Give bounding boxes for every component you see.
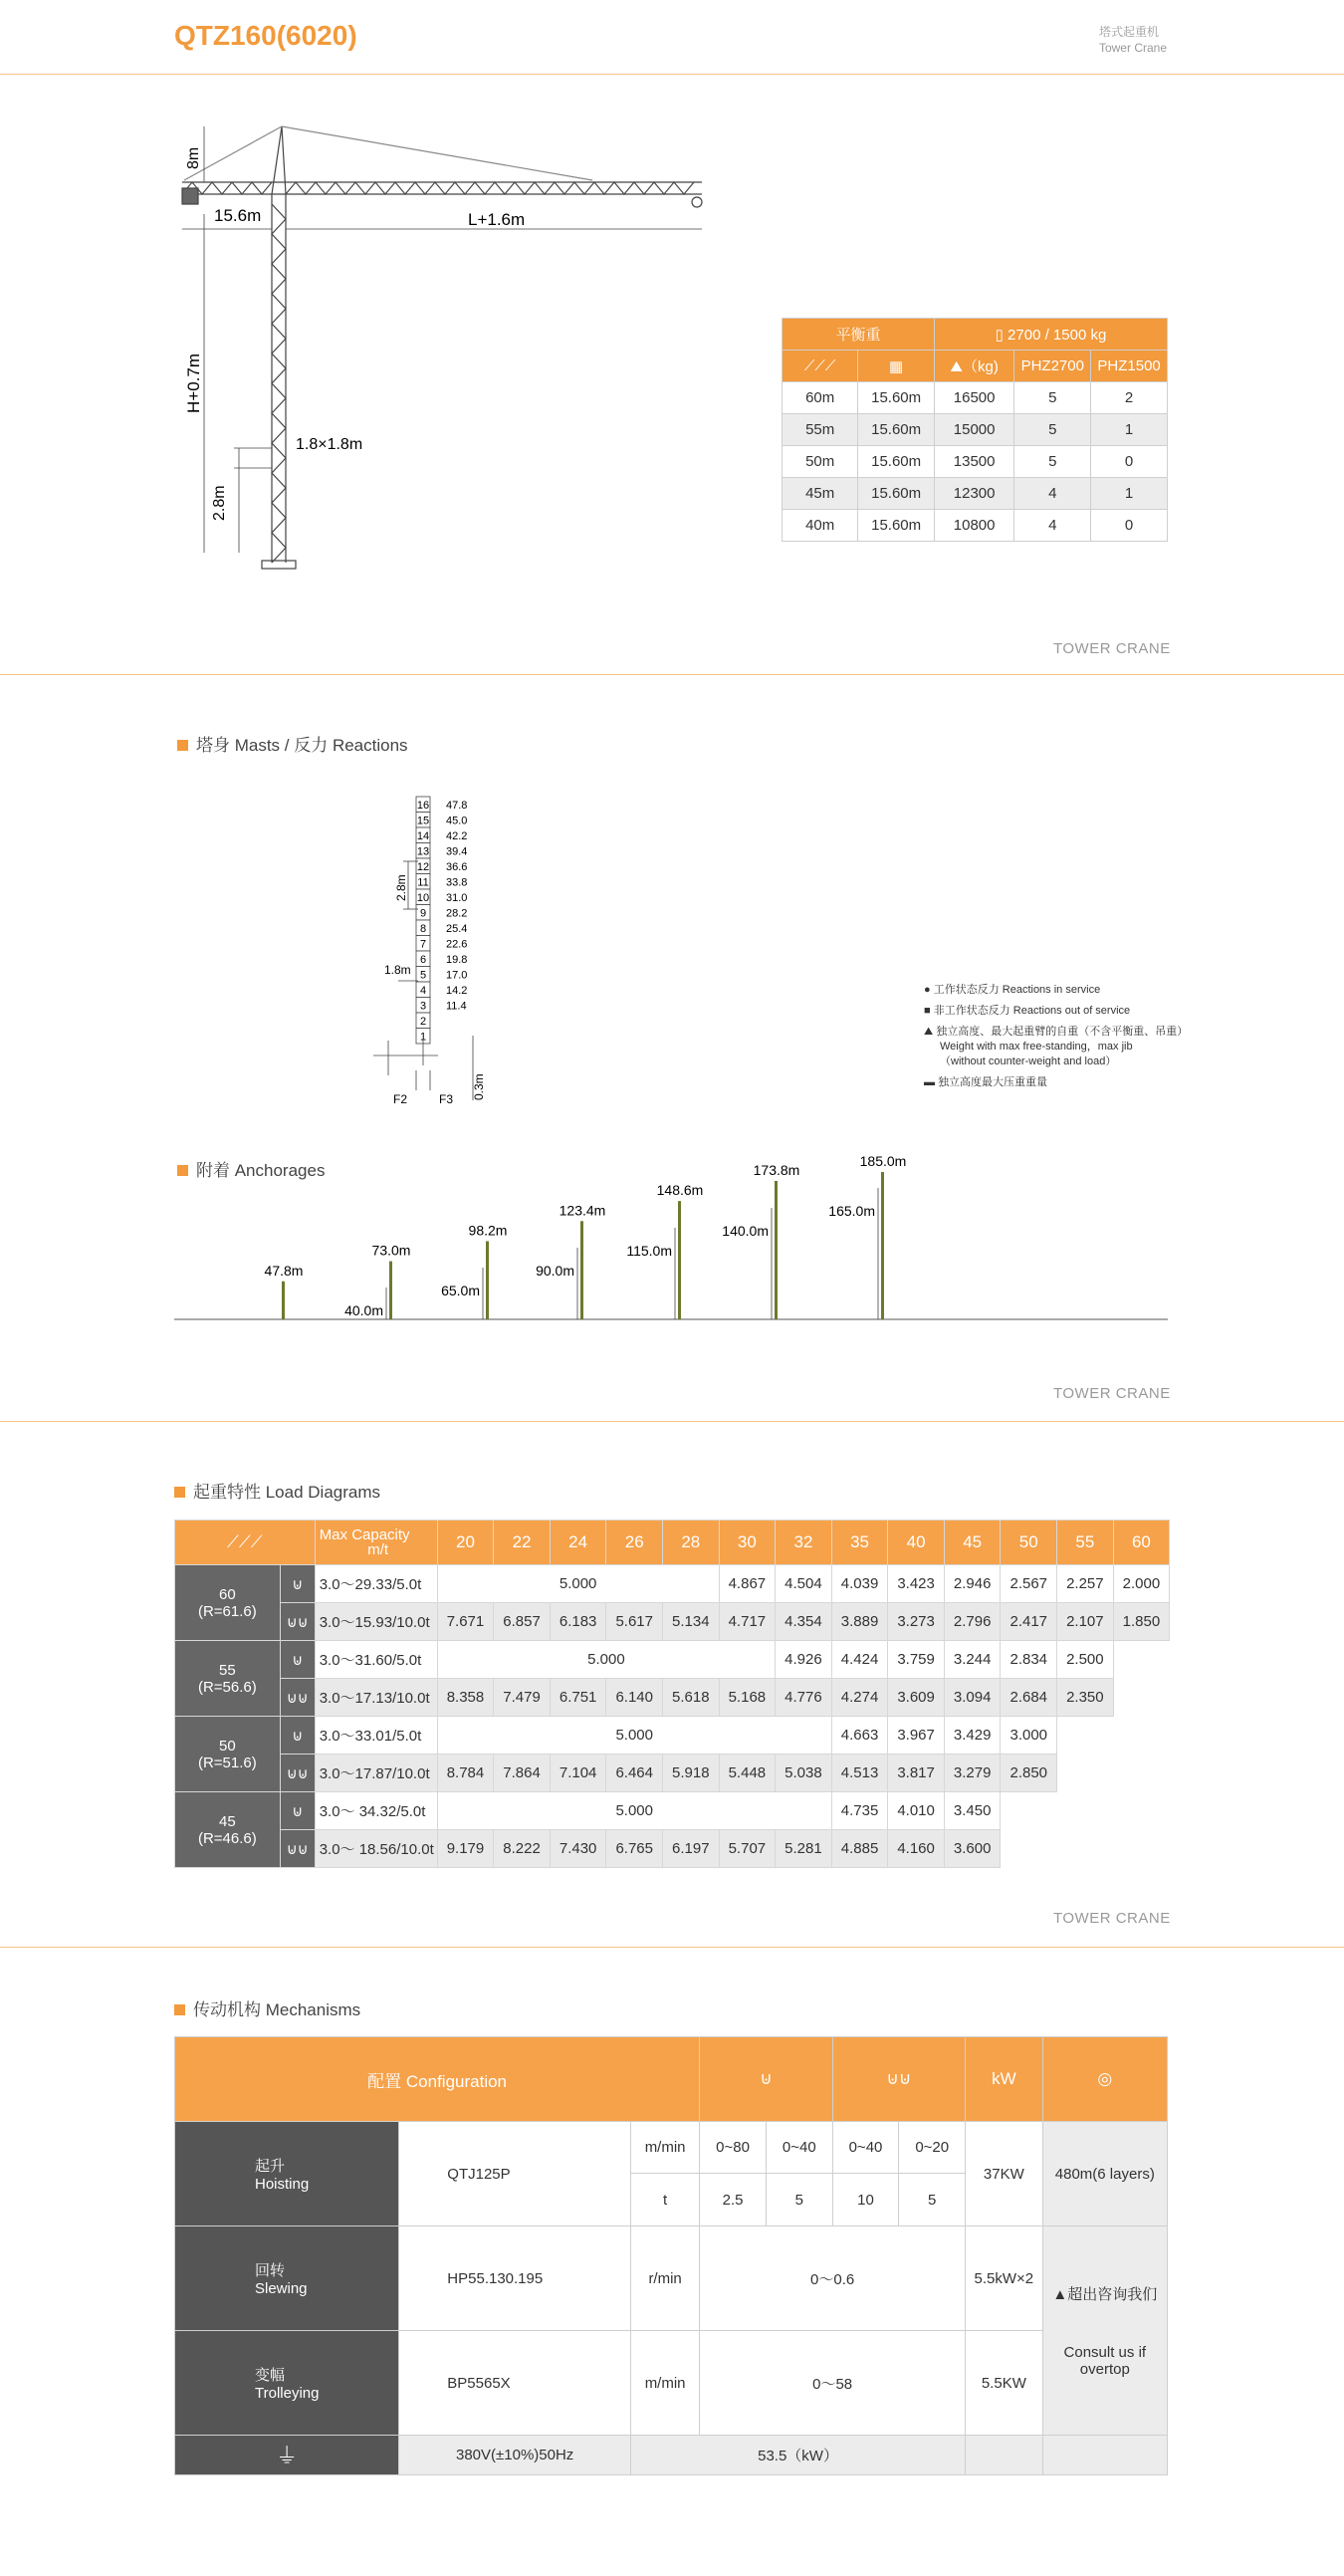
mast-section-number: 5 [419, 969, 427, 982]
anchorages-title: 附着 Anchorages [177, 1156, 325, 1181]
load-row: ⊍⊍ 3.0～ 18.56/10.0t 9.179 8.222 7.430 6.765 6.197 5.707 5.281 4.885 4.160 3.600 [175, 1830, 1171, 1868]
mast-height-label: 39.4 [446, 845, 468, 858]
hoist-row: t 2.5 5 10 5 [175, 2174, 1168, 2226]
mast-height-label: 36.6 [446, 861, 468, 873]
load-header-capacity: Max Capacity m/t [315, 1521, 437, 1565]
legend-weight-en-2: （without counter-weight and load） [940, 1055, 1117, 1067]
hoist-label: 起升 Hoisting [175, 2122, 399, 2226]
cw-header-1: 平衡重 [783, 319, 935, 351]
mast-height-label: 31.0 [446, 892, 468, 904]
radius-col: 40 [888, 1521, 945, 1565]
radius-col: 32 [776, 1521, 832, 1565]
anchorage-mast [881, 1172, 884, 1319]
load-table [174, 1520, 1171, 1868]
mast-dim-28: 2.8m [394, 874, 408, 901]
power-row: ⏚ 380V(±10%)50Hz 53.5（kW） [175, 2436, 1168, 2475]
load-jib-icon: ⟋⟋⟋ [175, 1521, 316, 1565]
anchorage-mast [580, 1221, 583, 1319]
mast-section-number: 7 [419, 938, 427, 951]
anchorage-diagram [174, 1155, 1170, 1324]
cw-row: 55m 15.60m 15000 5 1 [783, 414, 1168, 446]
rope-drum-icon: ◎ [1042, 2037, 1167, 2122]
section-bullet-icon [177, 740, 188, 751]
anchorage-top-label: 148.6m [656, 1182, 704, 1199]
counterweight-table [782, 318, 1168, 542]
anchorage-mast [678, 1201, 681, 1319]
mast-dim-03: 0.3m [472, 1073, 486, 1100]
anchorage-mast [775, 1181, 778, 1319]
anchorage-top-label: 173.8m [753, 1161, 800, 1178]
radius-col: 22 [494, 1521, 551, 1565]
double-hook-icon: ⊍⊍ [280, 1679, 315, 1717]
anchorage-mast [486, 1241, 489, 1319]
single-hook-icon: ⊍ [700, 2037, 832, 2122]
category-en: Tower Crane [1098, 41, 1167, 55]
mast-section-number: 13 [416, 845, 430, 858]
cw-phz1500-col: PHZ1500 [1091, 351, 1168, 382]
anchorage-base-label: 90.0m [536, 1263, 574, 1279]
header-category [1099, 24, 1167, 56]
section-bullet-icon [174, 1487, 185, 1498]
dim-jib-height: 8m [185, 146, 202, 169]
radius-col: 24 [550, 1521, 606, 1565]
counter-jib-icon: ▦ [858, 351, 935, 382]
dim-jib: L+1.6m [468, 210, 526, 229]
jib-icon: ⟋⟋⟋ [783, 351, 858, 382]
section-footer: TOWER CRANE [1053, 640, 1171, 657]
anchorage-top-label: 47.8m [264, 1262, 304, 1279]
mast-section-number: 6 [419, 954, 427, 966]
mast-height-label: 22.6 [446, 938, 468, 951]
radius-col: 50 [1001, 1521, 1057, 1565]
legend-weight: ⛰ 独立高度、最大起重臂的自重（不含平衡重、吊重） [924, 1026, 1189, 1038]
load-row: ⊍⊍ 3.0～15.93/10.0t 7.671 6.857 6.183 5.617 5.134 4.717 4.354 3.889 3.273 2.796 2.417 2.107 1.850 [175, 1603, 1171, 1641]
radius-col: 30 [719, 1521, 776, 1565]
mech-config-header: 配置 Configuration [175, 2037, 700, 2122]
radius-col: 45 [944, 1521, 1001, 1565]
mast-diagram [368, 792, 508, 1110]
mast-height-label: 25.4 [446, 923, 468, 935]
divider [0, 74, 1344, 75]
slew-row: 回转 Slewing HP55.130.195 r/min 0～0.6 5.5kW×2 ▲超出咨询我们 Consult us if overtop [175, 2226, 1168, 2331]
legend-out-service: ■ 非工作状态反力 Reactions out of service [924, 1005, 1131, 1017]
cw-row: 60m 15.60m 16500 5 2 [783, 382, 1168, 414]
masts-title: 塔身 Masts / 反力 Reactions [177, 731, 408, 756]
legend-weight-en: Weight with max free-standing，max jib [940, 1041, 1133, 1053]
load-row: 55 (R=56.6) ⊍ 3.0～31.60/5.0t 5.000 4.926 4.424 3.759 3.244 2.834 2.500 [175, 1641, 1171, 1679]
mast-section-number: 4 [419, 985, 427, 997]
anchorage-base-label: 40.0m [344, 1302, 383, 1318]
mast-section-number: 9 [419, 907, 427, 920]
jib-length: 50 (R=51.6) [175, 1717, 281, 1792]
mast-section-number: 8 [419, 923, 427, 935]
load-row: ⊍⊍ 3.0～17.13/10.0t 8.358 7.479 6.751 6.140 5.618 5.168 4.776 4.274 3.609 3.094 2.684 2.350 [175, 1679, 1171, 1717]
double-hook-icon: ⊍⊍ [280, 1755, 315, 1792]
slew-label: 回转 Slewing [175, 2226, 399, 2331]
anchorage-top-label: 185.0m [859, 1155, 907, 1169]
page-title: QTZ160(6020) [174, 20, 357, 51]
hoist-model: QTJ125P [399, 2122, 631, 2226]
mast-section-number: 12 [416, 861, 430, 873]
category-cn: 塔式起重机 [1098, 25, 1159, 39]
mast-height-label: 17.0 [446, 969, 468, 982]
divider [0, 1421, 1344, 1422]
anchorage-base-label: 165.0m [828, 1203, 875, 1219]
mast-f3: F3 [439, 1092, 454, 1106]
load-row: 45 (R=46.6) ⊍ 3.0～ 34.32/5.0t 5.000 4.735 4.010 3.450 [175, 1792, 1171, 1830]
divider [0, 674, 1344, 675]
dim-section-height: 2.8m [211, 485, 228, 521]
trolley-label: 变幅 Trolleying [175, 2331, 399, 2436]
mast-height-label: 14.2 [446, 985, 468, 997]
single-hook-icon: ⊍ [280, 1641, 315, 1679]
anchorage-mast [389, 1262, 392, 1319]
trolley-row: 变幅 Trolleying BP5565X m/min 0～58 5.5KW [175, 2331, 1168, 2436]
jib-length: 45 (R=46.6) [175, 1792, 281, 1868]
radius-col: 20 [437, 1521, 494, 1565]
double-hook-icon: ⊍⊍ [832, 2037, 965, 2122]
cw-row: 40m 15.60m 10800 4 0 [783, 510, 1168, 542]
radius-col: 60 [1113, 1521, 1170, 1565]
anchorage-top-label: 123.4m [559, 1202, 606, 1219]
radius-col: 28 [663, 1521, 720, 1565]
section-footer: TOWER CRANE [1053, 1910, 1171, 1927]
load-title: 起重特性 Load Diagrams [174, 1478, 380, 1503]
mast-section-number: 16 [416, 800, 430, 812]
reactions-legend [924, 983, 1188, 1090]
mast-section-number: 14 [416, 830, 430, 842]
single-hook-icon: ⊍ [280, 1717, 315, 1755]
mast-height-label: 42.2 [446, 830, 468, 842]
cw-phz2700-col: PHZ2700 [1014, 351, 1091, 382]
mechanism-table [174, 2036, 1168, 2475]
single-hook-icon: ⊍ [280, 1565, 315, 1603]
single-hook-icon: ⊍ [280, 1792, 315, 1830]
mast-section-number: 10 [416, 892, 430, 904]
cw-header-2-text: 2700 / 1500 kg [1008, 326, 1107, 344]
dim-mast-section: 1.8×1.8m [296, 436, 363, 453]
divider [0, 1947, 1344, 1948]
dim-height: H+0.7m [184, 353, 203, 413]
crane-drawing [174, 115, 712, 578]
hoist-row: 起升 Hoisting QTJ125P m/min 0~80 0~40 0~40 0~20 37KW 480m(6 layers) [175, 2122, 1168, 2174]
legend-ballast: ▬ 独立高度最大压重重量 [924, 1076, 1048, 1088]
section-bullet-icon [174, 2004, 185, 2015]
anchorage-base-label: 115.0m [626, 1243, 672, 1259]
mast-section-number: 2 [419, 1016, 427, 1028]
mast-height-label: 47.8 [446, 800, 468, 812]
mast-height-label: 28.2 [446, 907, 468, 920]
mast-height-label: 45.0 [446, 815, 468, 827]
load-row: ⊍⊍ 3.0～17.87/10.0t 8.784 7.864 7.104 6.464 5.918 5.448 5.038 4.513 3.817 3.279 2.850 [175, 1755, 1171, 1792]
legend-in-service: ● 工作状态反力 Reactions in service [924, 984, 1101, 996]
mech-title: 传动机构 Mechanisms [174, 1995, 360, 2020]
radius-col: 55 [1057, 1521, 1114, 1565]
radius-col: 26 [606, 1521, 663, 1565]
mast-height-label: 19.8 [446, 954, 468, 966]
mast-section-number: 1 [419, 1031, 427, 1044]
mast-dim-18: 1.8m [384, 963, 411, 977]
jib-length: 55 (R=56.6) [175, 1641, 281, 1717]
mast-section-number: 15 [416, 815, 430, 827]
cw-row: 45m 15.60m 12300 4 1 [783, 478, 1168, 510]
mast-section-number: 11 [417, 876, 429, 889]
anchorage-mast [282, 1282, 285, 1319]
anchorage-top-label: 73.0m [371, 1242, 411, 1259]
anchorage-base-label: 140.0m [722, 1223, 769, 1239]
section-footer: TOWER CRANE [1053, 1385, 1171, 1402]
mast-height-label: 11.4 [446, 1000, 467, 1013]
mech-note: ▲超出咨询我们 Consult us if overtop [1042, 2226, 1167, 2436]
double-hook-icon: ⊍⊍ [280, 1830, 315, 1868]
dim-counter-jib: 15.6m [214, 206, 262, 225]
cw-header-2: ▯ 2700 / 1500 kg [934, 319, 1167, 351]
mast-section-number: 3 [419, 1000, 427, 1013]
jib-length: 60 (R=61.6) [175, 1565, 281, 1641]
anchorage-base-label: 65.0m [441, 1283, 480, 1298]
plug-icon: ⏚ [175, 2436, 399, 2475]
load-row: 60 (R=61.6) ⊍ 3.0～29.33/5.0t 5.000 4.867 4.504 4.039 3.423 2.946 2.567 2.257 2.000 [175, 1565, 1171, 1603]
mast-height-label: 33.8 [446, 876, 468, 889]
cw-row: 50m 15.60m 13500 5 0 [783, 446, 1168, 478]
load-row: 50 (R=51.6) ⊍ 3.0～33.01/5.0t 5.000 4.663 3.967 3.429 3.000 [175, 1717, 1171, 1755]
mast-f2: F2 [393, 1092, 408, 1106]
mech-kw-header: kW [966, 2037, 1043, 2122]
double-hook-icon: ⊍⊍ [280, 1603, 315, 1641]
cw-kg-col: ⛰（kg) [934, 351, 1013, 382]
radius-col: 35 [831, 1521, 888, 1565]
anchorage-top-label: 98.2m [468, 1222, 508, 1239]
